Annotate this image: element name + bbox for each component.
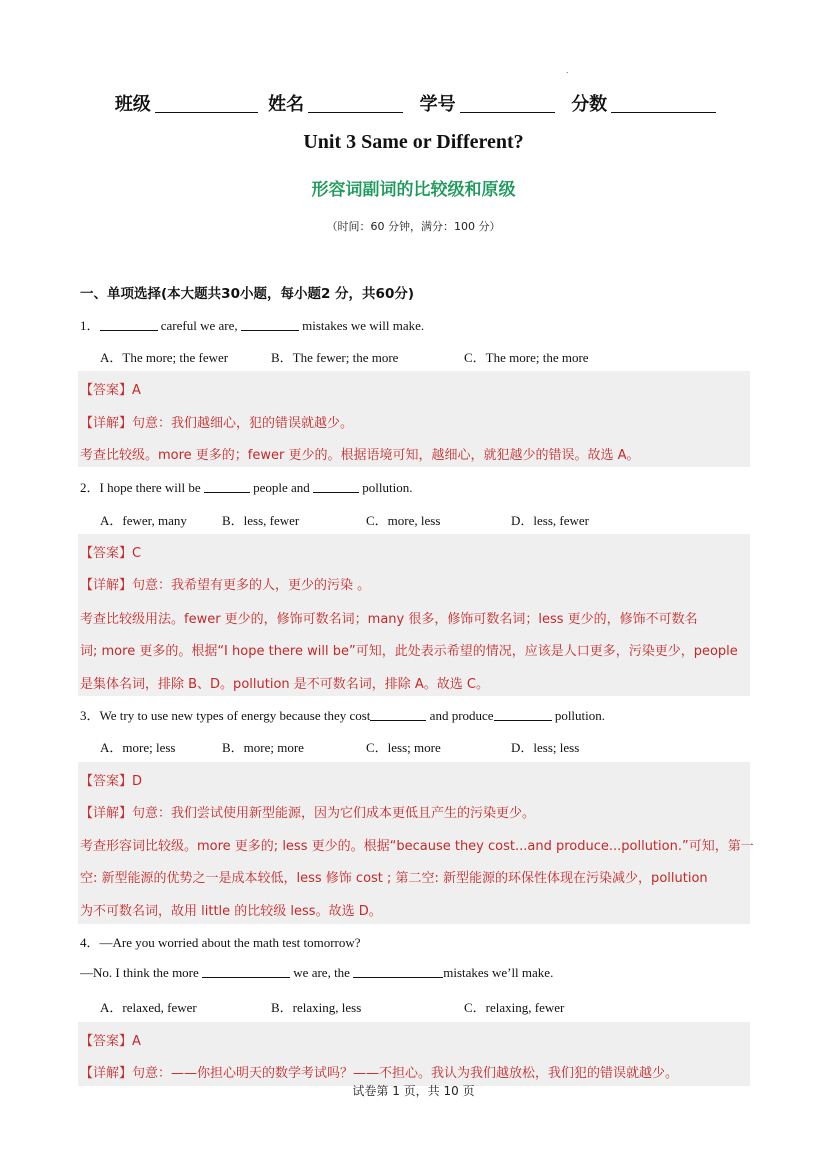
explanation-text: 句意：——你担心明天的数学考试吗？——不担心。我认为我们越放松，我们犯的错误就越少。 [132,1066,679,1081]
question-number: 2． [80,480,100,495]
option-d[interactable]: D．less, fewer [511,513,589,528]
stem-text: We try to use new types of energy because they cost [99,708,371,723]
option-c[interactable]: C．less; more [366,740,441,755]
question-4-stem [80,932,361,951]
stem-text: people and [249,480,314,495]
time-info: （时间：60 分钟，满分：100 分） [326,220,501,233]
detail-line [80,1062,678,1081]
option-c[interactable]: C．more, less [366,513,441,528]
explanation-line: 考查形容词比较级。more 更多的; less 更少的。根据“because they cost...and produce...pollution.”可知，第一 [80,839,754,854]
score-field[interactable] [611,94,716,113]
explanation-text: 句意：我们尝试使用新型能源，因为它们成本更低且产生的污染更少。 [132,806,536,821]
name-label: 姓名 [268,94,305,115]
stem-text: pollution. [551,708,606,723]
explanation-line: 是集体名词，排除 B、D。pollution 是不可数名词，排除 A。故选 C。 [80,677,489,692]
detail-label: 【详解】 [80,578,133,593]
answer-value: A [132,383,141,398]
class-label: 班级 [114,94,151,115]
answer-value: A [132,1034,141,1049]
option-b[interactable]: B．less, fewer [222,513,300,528]
explanation-line: 考查比较级用法。fewer 更少的，修饰可数名词；many 很多，修饰可数名词；less 更少的，修饰不可数名 [80,612,698,627]
answer-blank[interactable] [353,965,443,978]
answer-blank[interactable] [202,965,290,978]
student-info-header [0,90,827,116]
explanation-text: 句意：我们越细心，犯的错误就越少。 [132,416,354,431]
explanation-line: 词; more 更多的。根据“I hope there will be”可知，此处表示希望的情况，应该是人口更多，污染更少，people [80,644,738,659]
option-b[interactable]: B．more; more [222,740,304,755]
detail-label: 【详解】 [80,806,133,821]
question-2-answer-box [78,534,750,696]
answer-value: C [132,546,142,561]
answer-blank[interactable] [100,318,158,331]
question-2-stem [80,477,412,496]
answer-blank[interactable] [241,318,299,331]
student-id-field[interactable] [460,94,555,113]
option-a[interactable]: A．relaxed, fewer [100,1000,197,1015]
question-3-answer-box [78,762,754,924]
explanation-line: 空: 新型能源的优势之一是成本较低，less 修饰 cost ; 第二空: 新型能源的环保性体现在污染减少，pollution [80,871,708,886]
section-heading: 一、单项选择(本大题共30小题，每小题2 分，共60分) [80,286,415,302]
answer-label: 【答案】 [80,546,133,561]
stem-text: —Are you worried about the math test tomorrow? [99,935,361,950]
explanation-line: 为不可数名词，故用 little 的比较级 less。故选 D。 [80,904,382,919]
stem-text: I hope there will be [99,480,204,495]
question-4-answer-box [78,1022,750,1086]
stem-text: we are, the [290,965,354,980]
question-number: 4． [80,935,100,950]
answer-value: D [132,774,143,789]
detail-label: 【详解】 [80,1066,133,1081]
stem-text: pollution. [359,480,413,495]
question-1-answer-box [78,371,750,467]
option-a[interactable]: A．more; less [100,740,176,755]
option-a[interactable]: A．fewer, many [100,513,187,528]
detail-label: 【详解】 [80,416,133,431]
answer-blank[interactable] [494,708,552,721]
question-number: 1． [80,318,100,333]
detail-line [80,574,370,593]
stem-text: —No. I think the more [80,965,203,980]
question-number: 3． [80,708,100,723]
stem-text: mistakes we’ll make. [443,965,554,980]
option-a[interactable]: A．The more; the fewer [100,350,229,365]
explanation-text: 句意：我希望有更多的人，更少的污染 。 [132,578,371,593]
answer-label: 【答案】 [80,774,133,789]
answer-line [80,379,141,398]
question-3-stem [80,705,605,724]
question-1-stem [80,315,424,334]
detail-line [80,802,535,821]
option-b[interactable]: B．relaxing, less [271,1000,362,1015]
scan-mark: . [566,66,569,75]
option-d[interactable]: D．less; less [511,740,580,755]
page-subtitle: 形容词副词的比较级和原级 [311,180,516,200]
student-id-label: 学号 [419,94,456,115]
stem-text: and produce [426,708,494,723]
answer-blank[interactable] [204,480,250,493]
answer-label: 【答案】 [80,1034,133,1049]
name-field[interactable] [308,94,403,113]
answer-line [80,542,141,561]
score-label: 分数 [571,94,608,115]
option-c[interactable]: C．relaxing, fewer [464,1000,565,1015]
answer-label: 【答案】 [80,383,133,398]
answer-line [80,1030,141,1049]
stem-text: careful we are, [157,318,241,333]
page-title: Unit 3 Same or Different? [303,131,524,153]
page-footer: 试卷第 1 页，共 10 页 [352,1084,475,1098]
answer-line [80,770,142,789]
class-field[interactable] [155,94,258,113]
option-c[interactable]: C．The more; the more [464,350,589,365]
stem-text: mistakes we will make. [298,318,425,333]
answer-blank[interactable] [370,708,426,721]
option-b[interactable]: B．The fewer; the more [271,350,399,365]
explanation-line: 考查比较级。more 更多的；fewer 更少的。根据语境可知，越细心，就犯越少的错误。故选 A。 [80,448,640,463]
question-4-stem-line2 [80,965,553,981]
answer-blank[interactable] [313,480,359,493]
detail-line [80,412,353,431]
